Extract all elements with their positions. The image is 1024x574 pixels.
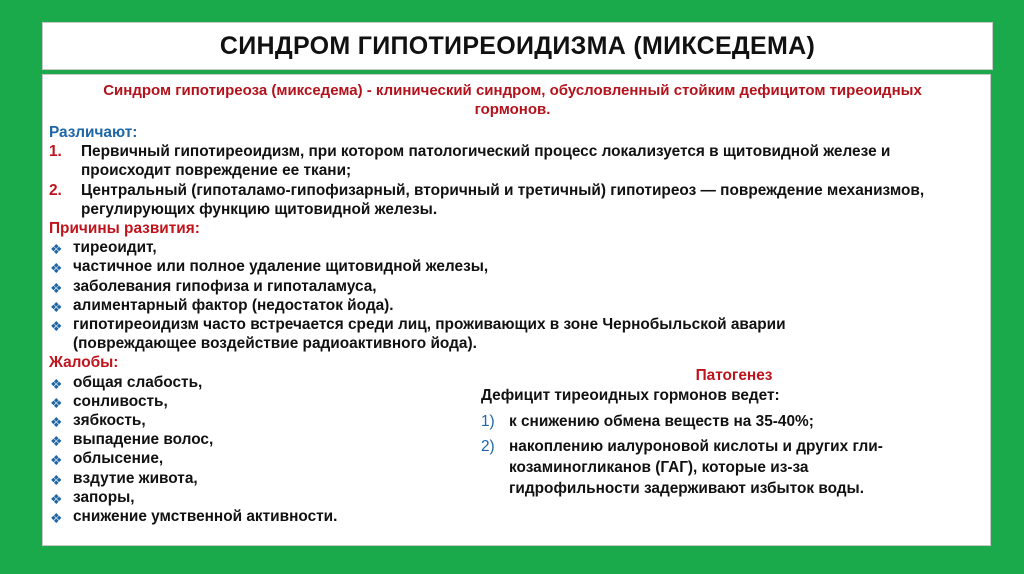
item-text: запоры, <box>73 488 135 506</box>
list-item <box>49 257 976 276</box>
item-text: сонливость, <box>73 392 168 410</box>
pathogenesis-heading: Патогенез <box>695 367 773 385</box>
list-item <box>49 469 479 488</box>
item-text: вздутие живота, <box>73 469 198 487</box>
list-item <box>49 449 479 468</box>
list-item <box>49 315 976 353</box>
item-text: тиреоидит, <box>73 239 157 257</box>
item-text: заболевания гипофиза и гипоталамуса, <box>73 277 377 295</box>
causes-heading: Причины развития: <box>49 220 200 238</box>
item-text: алиментарный фактор (недостаток йода). <box>73 296 394 314</box>
item-text: выпадение волос, <box>73 431 214 449</box>
complaints-column <box>49 353 479 526</box>
diamond-bullet-icon: ❖ <box>50 471 63 488</box>
diamond-bullet-icon: ❖ <box>50 490 63 507</box>
complaints-heading: Жалобы: <box>49 354 119 372</box>
item-text: Центральный (гипоталамо-гипофизарный, вторичный и третичный) гипотиреоз — повреждение механизмов, регулирующих функцию щитовидной железы. <box>81 181 925 218</box>
pathogenesis-column <box>479 353 949 526</box>
item-number: 1) <box>481 412 495 430</box>
item-text: частичное или полное удаление щитовидной железы, <box>73 258 489 276</box>
list-item <box>49 392 479 411</box>
list-item <box>479 436 949 499</box>
list-item <box>49 296 976 315</box>
list-item <box>49 181 976 219</box>
diamond-bullet-icon: ❖ <box>50 375 63 392</box>
distinguish-heading: Различают: <box>49 124 138 141</box>
item-text: снижение умственной активности. <box>73 508 338 526</box>
list-item <box>49 411 479 430</box>
distinguish-list <box>49 142 976 219</box>
list-item <box>49 488 479 507</box>
complaints-list <box>49 373 479 527</box>
item-number: 2) <box>481 437 495 455</box>
list-item <box>49 277 976 296</box>
list-item <box>479 411 949 432</box>
item-text: гипотиреоидизм часто встречается среди лиц, проживающих в зоне Чернобыльской аварии (повреждающее воздействие радиоактивного йода). <box>73 316 786 353</box>
diamond-bullet-icon: ❖ <box>50 241 63 258</box>
diamond-bullet-icon: ❖ <box>50 510 63 527</box>
list-item <box>49 142 976 180</box>
list-item <box>49 430 479 449</box>
diamond-bullet-icon: ❖ <box>50 318 63 335</box>
diamond-bullet-icon: ❖ <box>50 452 63 469</box>
diamond-bullet-icon: ❖ <box>50 414 63 431</box>
diamond-bullet-icon: ❖ <box>50 433 63 450</box>
list-item <box>49 373 479 392</box>
item-text: Первичный гипотиреоидизм, при котором патологический процесс локализуется в щитовидной железе и происходит повреждение ее ткани; <box>81 143 891 180</box>
diamond-bullet-icon: ❖ <box>50 298 63 315</box>
pathogenesis-subheading: Дефицит тиреоидных гормонов ведет: <box>481 386 780 404</box>
item-number: 1. <box>49 143 62 161</box>
diamond-bullet-icon: ❖ <box>50 394 63 411</box>
item-text: зябкость, <box>73 412 146 430</box>
list-item <box>49 238 976 257</box>
pathogenesis-list <box>479 411 949 499</box>
item-text: облысение, <box>73 450 164 468</box>
item-number: 2. <box>49 181 62 199</box>
intro-definition: Синдром гипотиреоза (микседема) - клинический синдром, обусловленный стойким дефицитом тиреоидных гормонов. <box>103 82 922 118</box>
page-title: СИНДРОМ ГИПОТИРЕОИДИЗМА (МИКСЕДЕМА) <box>219 31 816 60</box>
diamond-bullet-icon: ❖ <box>50 260 63 277</box>
list-item <box>49 507 479 526</box>
content-panel <box>42 74 991 546</box>
causes-list <box>49 238 976 353</box>
two-column-section <box>49 353 976 526</box>
item-text: общая слабость, <box>73 373 203 391</box>
item-text: накоплению иалуроновой кислоты и других гли-козаминогликанов (ГАГ), которые из-за гидрофильности задерживают избыток воды. <box>509 437 883 497</box>
item-text: к снижению обмена веществ на 35-40%; <box>509 412 814 430</box>
title-bar <box>42 22 993 70</box>
diamond-bullet-icon: ❖ <box>50 279 63 296</box>
